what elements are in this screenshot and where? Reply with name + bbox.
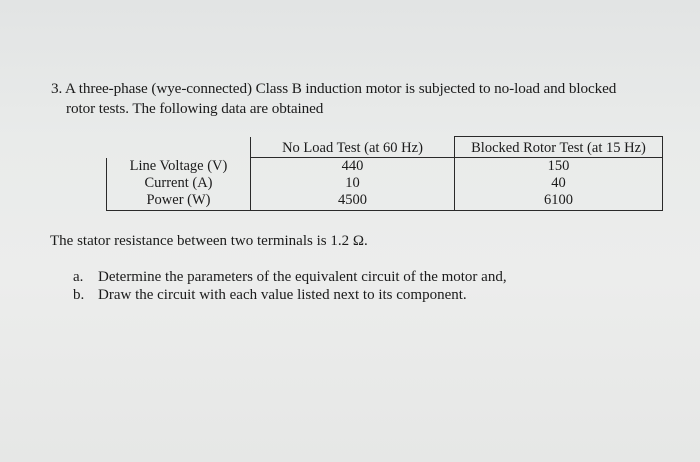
stator-resistance-text: The stator resistance between two terminals is 1.2 Ω. <box>50 233 368 249</box>
table-row-voltage <box>107 158 663 176</box>
table-header-no-load: No Load Test (at 60 Hz) <box>251 137 455 158</box>
no-load-current: 10 <box>251 175 455 192</box>
question-line-2: rotor tests. The following data are obtained <box>66 100 324 117</box>
task-list <box>73 268 507 304</box>
blocked-power: 6100 <box>455 192 663 211</box>
table-header-row <box>107 137 663 158</box>
no-load-power: 4500 <box>251 192 455 211</box>
blocked-current: 40 <box>455 175 663 192</box>
task-marker-b: b. <box>73 287 85 303</box>
table-row-current <box>107 175 663 192</box>
row-label-current: Current (A) <box>107 175 251 192</box>
blocked-voltage: 150 <box>455 158 663 176</box>
row-label-power: Power (W) <box>107 192 251 211</box>
row-label-voltage: Line Voltage (V) <box>107 158 251 176</box>
table-header-blocked-rotor: Blocked Rotor Test (at 15 Hz) <box>455 137 663 158</box>
task-item-b <box>73 286 507 304</box>
test-data-table <box>106 136 663 211</box>
no-load-voltage: 440 <box>251 158 455 176</box>
task-item-a <box>73 268 507 286</box>
task-text-a: Determine the parameters of the equivalent circuit of the motor and, <box>98 269 507 285</box>
question-text <box>51 79 651 119</box>
question-line-1: 3. A three-phase (wye-connected) Class B induction motor is subjected to no-load and blocked <box>51 80 617 97</box>
table-header-empty <box>107 137 251 158</box>
task-marker-a: a. <box>73 269 84 285</box>
table-row-power <box>107 192 663 211</box>
task-text-b: Draw the circuit with each value listed next to its component. <box>98 287 467 303</box>
